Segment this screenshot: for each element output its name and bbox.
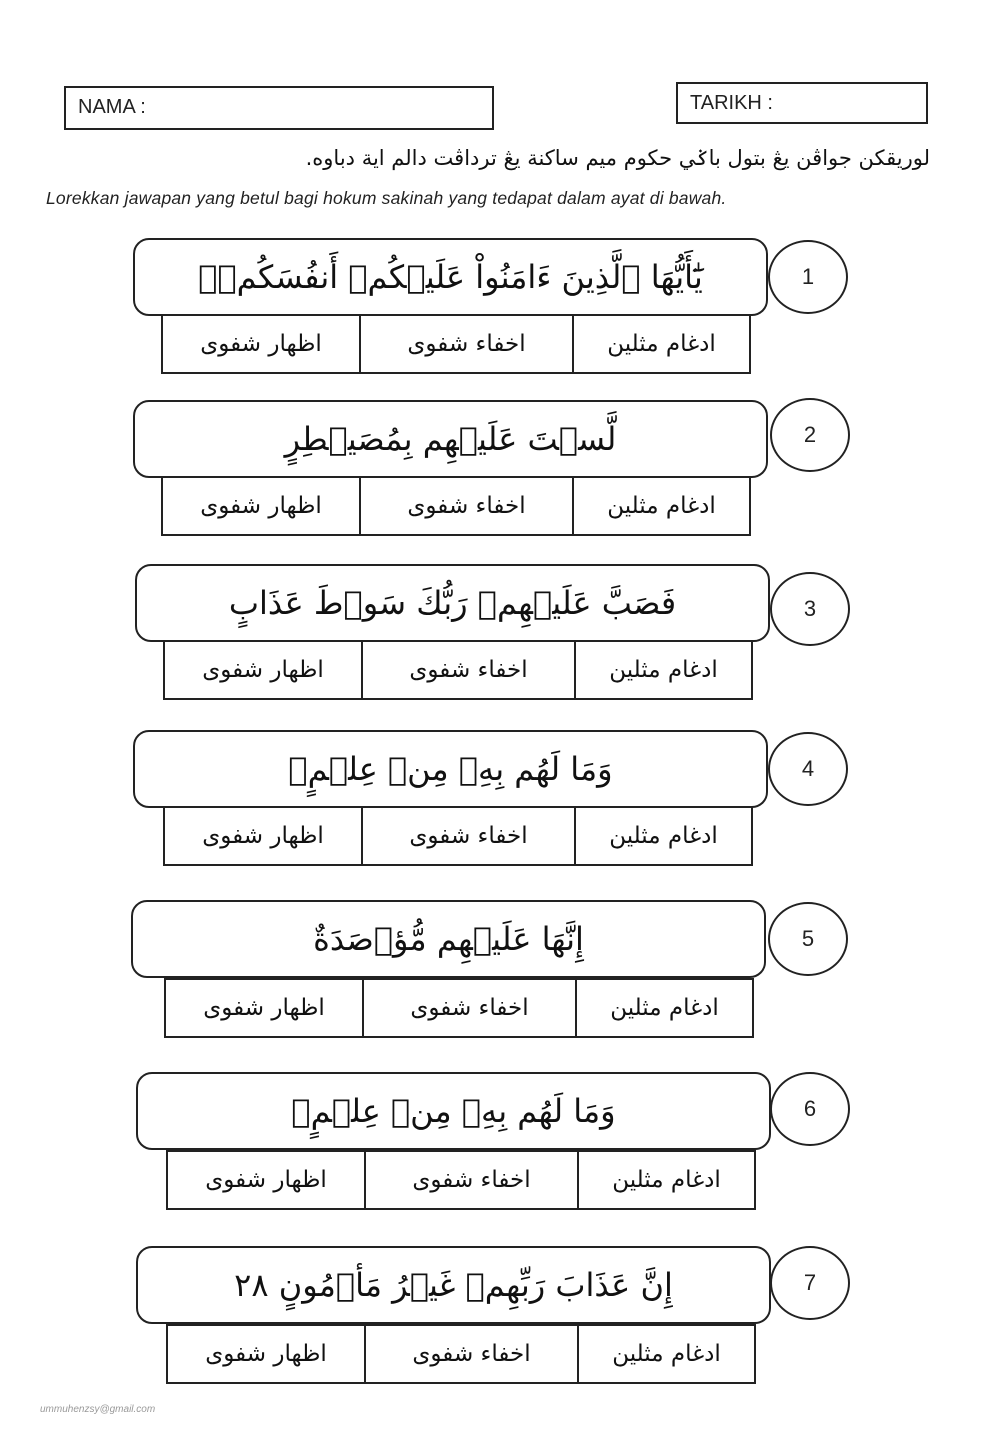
question-4 — [0, 730, 1000, 890]
option-idgham-mithlain[interactable]: ادغام مثلين — [607, 493, 716, 519]
option-ikhfa-syafawi[interactable]: اخفاء شفوى — [364, 980, 577, 1036]
question-2 — [0, 400, 1000, 560]
answer-options — [163, 640, 753, 700]
option-izhar-syafawi[interactable]: اظهار شفوى — [165, 808, 363, 864]
option-ikhfa-syafawi[interactable]: اخفاء شفوى — [363, 642, 576, 698]
answer-options — [164, 978, 754, 1038]
answer-options — [161, 476, 751, 536]
option-idgham-mithlain[interactable]: ادغام مثلين — [609, 823, 718, 849]
nama-field[interactable] — [64, 86, 494, 130]
option-izhar-syafawi[interactable]: اظهار شفوى — [166, 980, 364, 1036]
tarikh-label: TARIKH : — [690, 92, 773, 114]
question-number: 7 — [770, 1246, 850, 1320]
question-5 — [0, 900, 1000, 1060]
question-number: 6 — [770, 1072, 850, 1146]
option-ikhfa-syafawi[interactable]: اخفاء شفوى — [363, 808, 576, 864]
option-idgham-mithlain[interactable]: ادغام مثلين — [609, 657, 718, 683]
question-1 — [0, 238, 1000, 398]
answer-options — [166, 1324, 756, 1384]
question-6 — [0, 1072, 1000, 1232]
option-idgham-mithlain[interactable]: ادغام مثلين — [607, 331, 716, 357]
question-number: 5 — [768, 902, 848, 976]
option-izhar-syafawi[interactable]: اظهار شفوى — [165, 642, 363, 698]
ayat-box: إِنَّهَا عَلَيۡهِم مُّؤۡصَدَةٌ — [131, 900, 766, 978]
question-number: 4 — [768, 732, 848, 806]
question-number: 1 — [768, 240, 848, 314]
footer-email: ummuhenzsy@gmail.com — [40, 1404, 156, 1415]
ayat-box: إِنَّ عَذَابَ رَبِّهِمۡ غَيۡرُ مَأۡمُونٍ ٢٨ — [136, 1246, 771, 1324]
question-number: 2 — [770, 398, 850, 472]
instruction-latin: Lorekkan jawapan yang betul bagi hokum sakinah yang tedapat dalam ayat di bawah. — [46, 188, 727, 208]
ayat-box: يَٰٓأَيُّهَا ٱلَّذِينَ ءَامَنُواْ عَلَيۡكُمۡ أَنفُسَكُمۡۖ — [133, 238, 768, 316]
option-ikhfa-syafawi[interactable]: اخفاء شفوى — [361, 316, 574, 372]
instruction-jawi: لوريقكن جواڤن يڠ بتول باݢي حكوم ميم ساكنة يڠ ترداڤت دالم اية دباوه. — [305, 146, 930, 170]
question-3 — [0, 564, 1000, 724]
ayat-box: فَصَبَّ عَلَيۡهِمۡ رَبُّكَ سَوۡطَ عَذَابٍ — [135, 564, 770, 642]
ayat-box: وَمَا لَهُم بِهِۦ مِنۡ عِلۡمٍۖ — [133, 730, 768, 808]
nama-label: NAMA : — [78, 96, 146, 118]
option-idgham-mithlain[interactable]: ادغام مثلين — [610, 995, 719, 1021]
option-izhar-syafawi[interactable]: اظهار شفوى — [168, 1152, 366, 1208]
option-ikhfa-syafawi[interactable]: اخفاء شفوى — [366, 1326, 579, 1382]
option-ikhfa-syafawi[interactable]: اخفاء شفوى — [361, 478, 574, 534]
option-izhar-syafawi[interactable]: اظهار شفوى — [163, 316, 361, 372]
question-7 — [0, 1246, 1000, 1406]
option-izhar-syafawi[interactable]: اظهار شفوى — [163, 478, 361, 534]
ayat-box: لَّسۡتَ عَلَيۡهِم بِمُصَيۡطِرٍ — [133, 400, 768, 478]
option-idgham-mithlain[interactable]: ادغام مثلين — [612, 1341, 721, 1367]
option-ikhfa-syafawi[interactable]: اخفاء شفوى — [366, 1152, 579, 1208]
question-number: 3 — [770, 572, 850, 646]
option-idgham-mithlain[interactable]: ادغام مثلين — [612, 1167, 721, 1193]
option-izhar-syafawi[interactable]: اظهار شفوى — [168, 1326, 366, 1382]
answer-options — [161, 314, 751, 374]
answer-options — [166, 1150, 756, 1210]
tarikh-field[interactable] — [676, 82, 928, 124]
ayat-box: وَمَا لَهُم بِهِۦ مِنۡ عِلۡمٍۖ — [136, 1072, 771, 1150]
answer-options — [163, 806, 753, 866]
